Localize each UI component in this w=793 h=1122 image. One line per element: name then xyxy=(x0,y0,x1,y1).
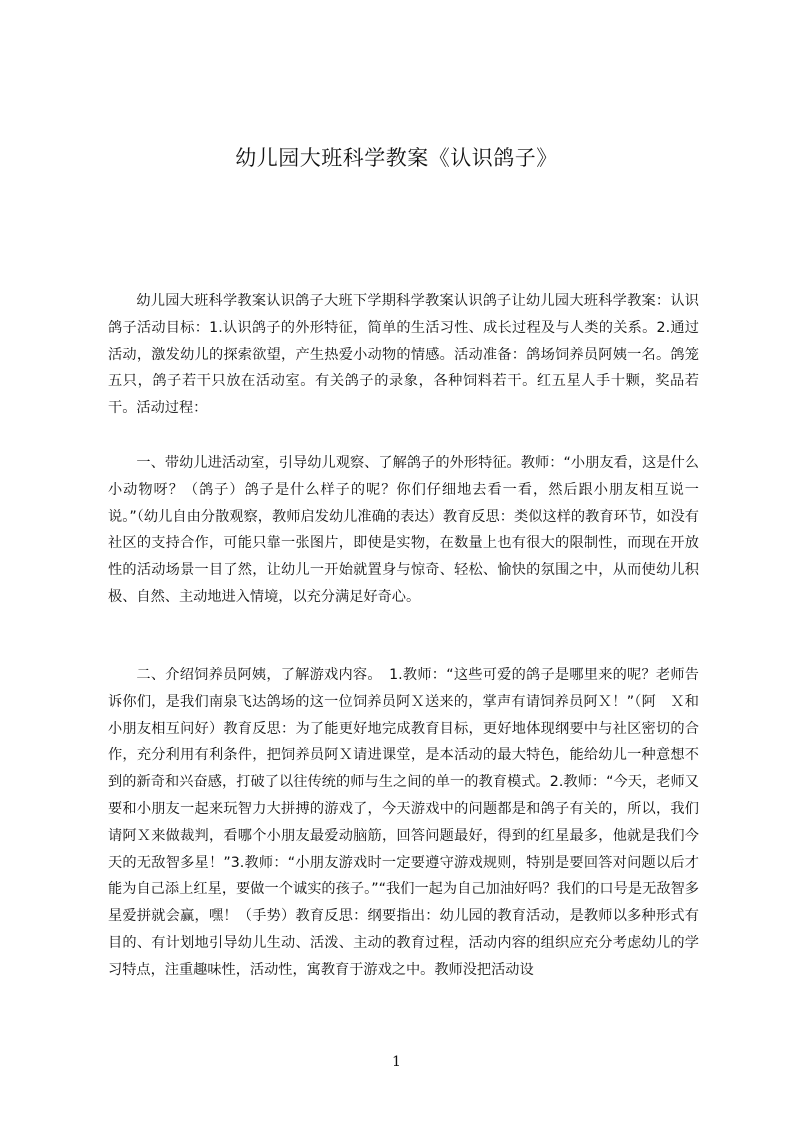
paragraph-activity-goals: 幼儿园大班科学教案认识鸽子大班下学期科学教案认识鸽子让幼儿园大班科学教案：认识鸽子活动目标：1.认识鸽子的外形特征，简单的生活习性、成长过程及与人类的关系。2.通过活动，激发幼儿的探索欲望，产生热爱小动物的情感。活动准备：鸽场饲养员阿姨一名。鸽笼五只，鸽子若干只放在活动室。有关鸽子的录象，各种饲料若干。红五星人手十颗，奖品若干。活动过程： xyxy=(108,293,699,417)
paragraph-section-one: 一、带幼儿进活动室，引导幼儿观察、了解鸽子的外形特征。教师：“小朋友看，这是什么小动物呀？（鸽子）鸽子是什么样子的呢？你们仔细地去看一看，然后跟小朋友相互说一说。”（幼儿自由分散观察，教师启发幼儿准确的表达）教育反思：类似这样的教育环节，如没有社区的支持合作，可能只靠一张图片，即使是实物，在数量上也有很大的限制性，而现在开放性的活动场景一目了然，让幼儿一开始就置身与惊奇、轻松、愉快的氛围之中，从而使幼儿积极、自然、主动地进入情境，以充分满足好奇心。 xyxy=(108,455,699,605)
document-title: 幼儿园大班科学教案《认识鸽子》 xyxy=(235,146,558,170)
paragraph-section-two: 二、介绍饲养员阿姨，了解游戏内容。 1.教师：“这些可爱的鸽子是哪里来的呢？老师告诉你们，是我们南泉飞达鸽场的这一位饲养员阿Ｘ送来的，掌声有请饲养员阿Ｘ！”（阿 Ｘ和小朋友相互问好）教育反思：为了能更好地完成教育目标，更好地体现纲要中与社区密切的合作，充分利用有利条件，把饲养员阿Ｘ请进课堂，是本活动的最大特色，能给幼儿一种意想不到的新奇和兴奋感，打破了以往传统的师与生之间的单一的教育模式。2.教师：“今天，老师又要和小朋友一起来玩智力大拼搏的游戏了，今天游戏中的问题都是和鸽子有关的，所以，我们请阿Ｘ来做裁判，看哪个小朋友最爱动脑筋，回答问题最好，得到的红星最多，他就是我们今天的无敌智多星！”3.教师：“小朋友游戏时一定要遵守游戏规则，特别是要回答对问题以后才能为自己添上红星，要做一个诚实的孩子。”“我们一起为自己加油好吗？我们的口号是无敌智多星爱拼就会赢，嘿！（手势）教育反思：纲要指出：幼儿园的教育活动，是教师以多种形式有目的、有计划地引导幼儿生动、活泼、主动的教育过程，活动内容的组织应充分考虑幼儿的学习特点，注重趣味性，活动性，寓教育于游戏之中。教师没把活动设 xyxy=(108,667,699,978)
page-number: 1 xyxy=(392,1054,401,1070)
